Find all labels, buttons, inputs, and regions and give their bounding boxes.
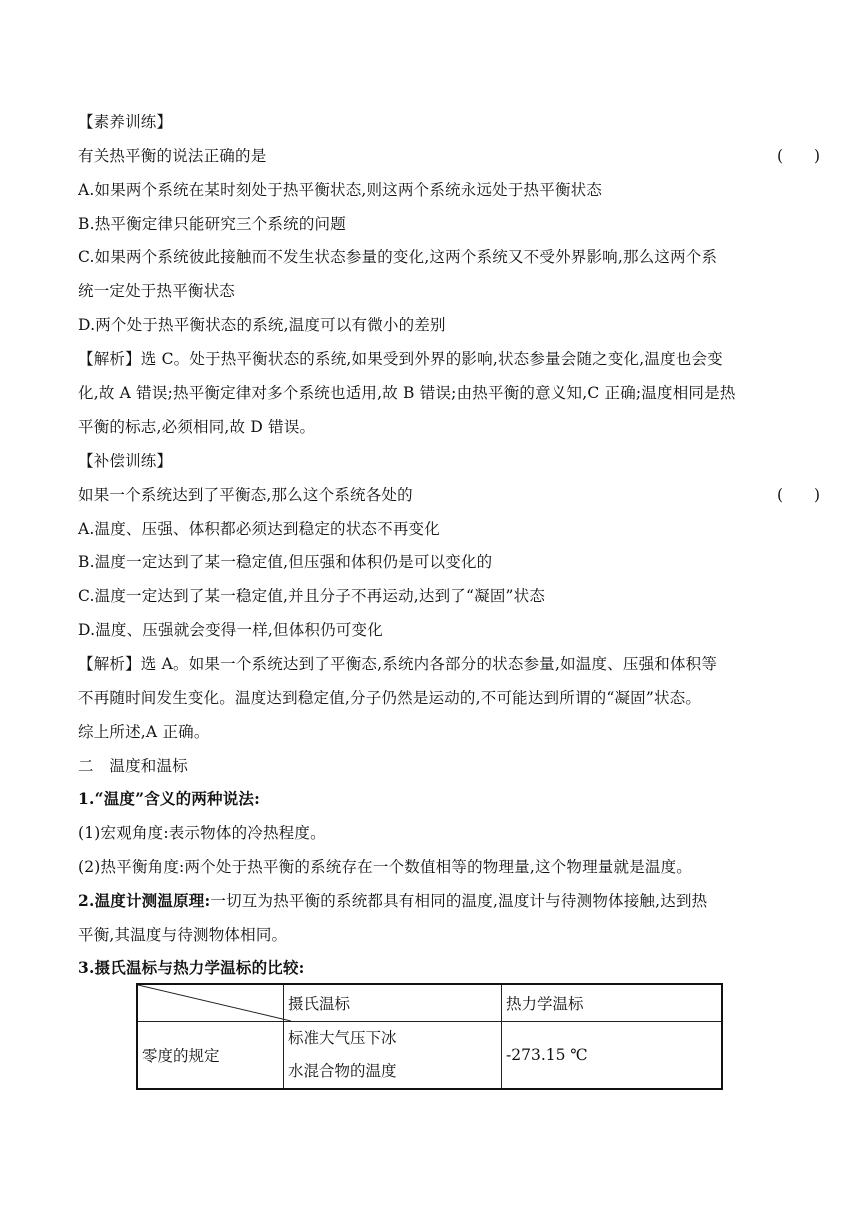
point-2-line2: 平衡,其温度与待测物体相同。 bbox=[78, 926, 288, 944]
option-2a: A.温度、压强、体积都必须达到稳定的状态不再变化 bbox=[78, 520, 440, 538]
question-2-stem: 如果一个系统达到了平衡态,那么这个系统各处的 bbox=[78, 486, 413, 504]
header-kelvin: 热力学温标 bbox=[502, 984, 723, 1022]
table-row bbox=[137, 1022, 722, 1090]
diagonal-line bbox=[138, 985, 291, 1021]
option-2d: D.温度、压强就会变得一样,但体积仍可变化 bbox=[78, 621, 383, 639]
answer-blank-1: ( ) bbox=[777, 147, 821, 165]
celsius-zero-line2: 水混合物的温度 bbox=[288, 1062, 397, 1080]
option-2b: B.温度一定达到了某一稳定值,但压强和体积仍是可以变化的 bbox=[78, 553, 493, 571]
option-1b: B.热平衡定律只能研究三个系统的问题 bbox=[78, 215, 346, 233]
analysis-1-line1: 【解析】选 C。处于热平衡状态的系统,如果受到外界的影响,状态参量会随之变化,温度也会变 bbox=[78, 350, 723, 368]
analysis-1-line2: 化,故 A 错误;热平衡定律对多个系统也适用,故 B 错误;由热平衡的意义知,C 正确;温度相同是热 bbox=[78, 384, 736, 402]
analysis-2-line1: 【解析】选 A。如果一个系统达到了平衡态,系统内各部分的状态参量,如温度、压强和体积等 bbox=[78, 655, 718, 673]
option-1c-line1: C.如果两个系统彼此接触而不发生状态参量的变化,这两个系统又不受外界影响,那么这两个系 bbox=[78, 248, 718, 266]
heading-buchang: 【补偿训练】 bbox=[78, 452, 173, 470]
point-2-line1 bbox=[78, 891, 707, 911]
answer-blank-2: ( ) bbox=[777, 486, 821, 504]
point-2-text: 一切互为热平衡的系统都具有相同的温度,温度计与待测物体接触,达到热 bbox=[210, 892, 708, 910]
point-3-title: 3.摄氏温标与热力学温标的比较: bbox=[78, 958, 305, 977]
option-2c: C.温度一定达到了某一稳定值,并且分子不再运动,达到了“凝固”状态 bbox=[78, 587, 546, 605]
heading-suyang: 【素养训练】 bbox=[78, 113, 173, 131]
analysis-1-line3: 平衡的标志,必须相同,故 D 错误。 bbox=[78, 418, 316, 436]
analysis-2-line2: 不再随时间发生变化。温度达到稳定值,分子仍然是运动的,不可能达到所谓的“凝固”状态。 bbox=[78, 689, 702, 707]
section-title: 二 温度和温标 bbox=[78, 757, 188, 775]
table-header-row bbox=[137, 984, 722, 1022]
option-1a: A.如果两个系统在某时刻处于热平衡状态,则这两个系统永远处于热平衡状态 bbox=[78, 181, 603, 199]
celsius-zero-line1: 标准大气压下冰 bbox=[288, 1029, 397, 1047]
header-celsius: 摄氏温标 bbox=[284, 984, 502, 1022]
comparison-table bbox=[136, 983, 723, 1090]
celsius-zero-cell bbox=[284, 1022, 502, 1090]
analysis-2-line3: 综上所述,A 正确。 bbox=[78, 723, 210, 741]
point-1-item2: (2)热平衡角度:两个处于热平衡的系统存在一个数值相等的物理量,这个物理量就是温度。 bbox=[78, 858, 693, 876]
row-label-zero: 零度的规定 bbox=[137, 1022, 284, 1090]
option-1c-line2: 统一定处于热平衡状态 bbox=[78, 282, 236, 300]
point-1-item1: (1)宏观角度:表示物体的冷热程度。 bbox=[78, 824, 326, 842]
point-1-title: 1.“温度”含义的两种说法: bbox=[78, 789, 261, 808]
diagonal-header-cell bbox=[137, 984, 284, 1022]
point-2-title: 2.温度计测温原理: bbox=[78, 891, 211, 910]
question-1-stem: 有关热平衡的说法正确的是 bbox=[78, 147, 267, 165]
option-1d: D.两个处于热平衡状态的系统,温度可以有微小的差别 bbox=[78, 316, 446, 334]
kelvin-zero-cell: -273.15 ℃ bbox=[502, 1022, 723, 1090]
